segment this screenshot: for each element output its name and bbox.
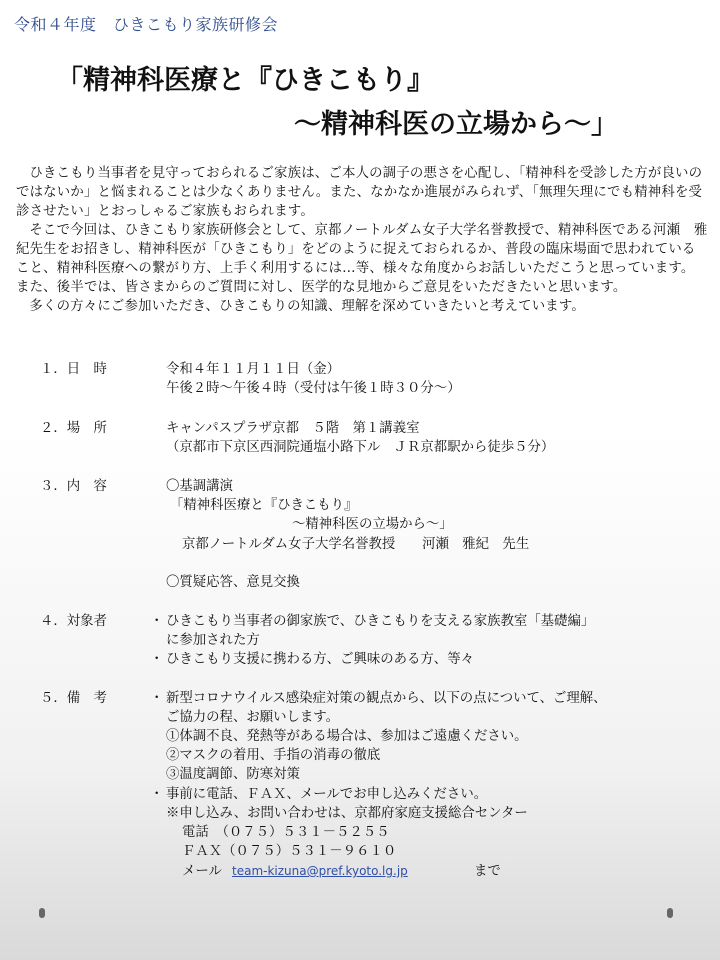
section-notes-label: ５．備 考 xyxy=(40,691,107,706)
notes-line-2: 事前に電話、ＦＡＸ、メールでお申し込みください。 xyxy=(166,787,488,802)
notes-mail-suffix: まで xyxy=(474,864,501,879)
section-datetime-label: １．日 時 xyxy=(40,362,107,377)
notes-line-1b: ご協力の程、お願いします。 xyxy=(166,710,340,725)
main-title-line2: ～精神科医の立場から～」 xyxy=(294,109,618,140)
prev-dot-icon xyxy=(39,908,45,918)
target-line-1: ひきこもり当事者の御家族で、ひきこもりを支える家族教室「基礎編」 xyxy=(166,614,595,629)
content-speaker: 京都ノートルダム女子大学名誉教授 河瀬 雅紀 先生 xyxy=(182,537,530,552)
target-line-1b: に参加された方 xyxy=(166,633,260,648)
notes-contact-intro: ※申し込み、お問い合わせは、京都府家庭支援総合センター xyxy=(166,806,528,821)
notes-item-3: ③温度調節、防寒対策 xyxy=(166,767,300,782)
content-lecture-title2: ～精神科医の立場から～」 xyxy=(292,517,453,532)
notes-item-2: ②マスクの着用、手指の消毒の徹底 xyxy=(166,748,381,763)
section-place-label: ２．場 所 xyxy=(40,421,107,436)
notes-fax: ＦＡＸ（０７５）５３１－９６１０ xyxy=(182,844,397,859)
prev-slide-button[interactable] xyxy=(36,906,46,920)
section-content-label: ３．内 容 xyxy=(40,479,107,494)
notes-tel: 電話 （０７５）５３１－５２５５ xyxy=(182,825,390,840)
notes-line-1: 新型コロナウイルス感染症対策の観点から、以下の点について、ご理解、 xyxy=(166,691,607,706)
next-dot-icon xyxy=(667,908,673,918)
header-title: 令和４年度 ひきこもり家族研修会 xyxy=(14,15,279,34)
place-venue: キャンパスプラザ京都 ５階 第１講義室 xyxy=(166,421,420,436)
content-keynote: 〇基調講演 xyxy=(166,479,233,494)
email-link[interactable]: team-kizuna@pref.kyoto.lg.jp xyxy=(232,864,408,878)
main-title-line1: 「精神科医療と『ひきこもり』 xyxy=(56,65,434,96)
next-slide-button[interactable] xyxy=(664,906,674,920)
intro-paragraph-1: ひきこもり当事者を見守っておられるご家族は、ご本人の調子の悪さを心配し、「精神科を受診した方が良いのではないか」と悩まれることは少なくありません。また、なかなか進展がみられず、「無理矢理にでも精神科を受診させたい」とおっしゃるご家族もおられます。 xyxy=(16,166,703,219)
notes-mail-label: メール xyxy=(182,864,222,879)
intro-paragraph-3: 多くの方々にご参加いただき、ひきこもりの知識、理解を深めていきたいと考えています。 xyxy=(29,299,585,314)
intro-text xyxy=(16,164,708,316)
content-qa: 〇質疑応答、意見交換 xyxy=(166,575,300,590)
place-address: （京都市下京区西洞院通塩小路下ル ＪＲ京都駅から徒歩５分） xyxy=(166,440,555,455)
datetime-date: 令和４年１１月１１日（金） xyxy=(166,362,341,377)
notes-bullet-2: ・ xyxy=(150,787,164,802)
target-line-2: ひきこもり支援に携わる方、ご興味のある方、等々 xyxy=(166,652,474,667)
datetime-time: 午後２時～午後４時（受付は午後１時３０分～） xyxy=(166,381,461,396)
intro-paragraph-2: そこで今回は、ひきこもり家族研修会として、京都ノートルダム女子大学名誉教授で、精神科医である河瀬 雅紀先生をお招きし、精神科医が「ひきこもり」をどのように捉えておられるか、普段の臨床場面で思われていること、精神科医療への繋がり方、上手く利用するには…等、様々な角度からお話しいただこうと思っています。また、後半では、皆さまからのご質問に対し、医学的な見地からご意見をいただきたいと思います。 xyxy=(16,223,708,295)
target-bullet-1: ・ xyxy=(150,614,164,629)
section-target-label: ４．対象者 xyxy=(40,614,107,629)
content-lecture-title1: 「精神科医療と『ひきこもり』 xyxy=(170,498,358,513)
target-bullet-2: ・ xyxy=(150,652,164,667)
notes-item-1: ①体調不良、発熱等がある場合は、参加はご遠慮ください。 xyxy=(166,729,528,744)
notes-bullet-1: ・ xyxy=(150,691,164,706)
